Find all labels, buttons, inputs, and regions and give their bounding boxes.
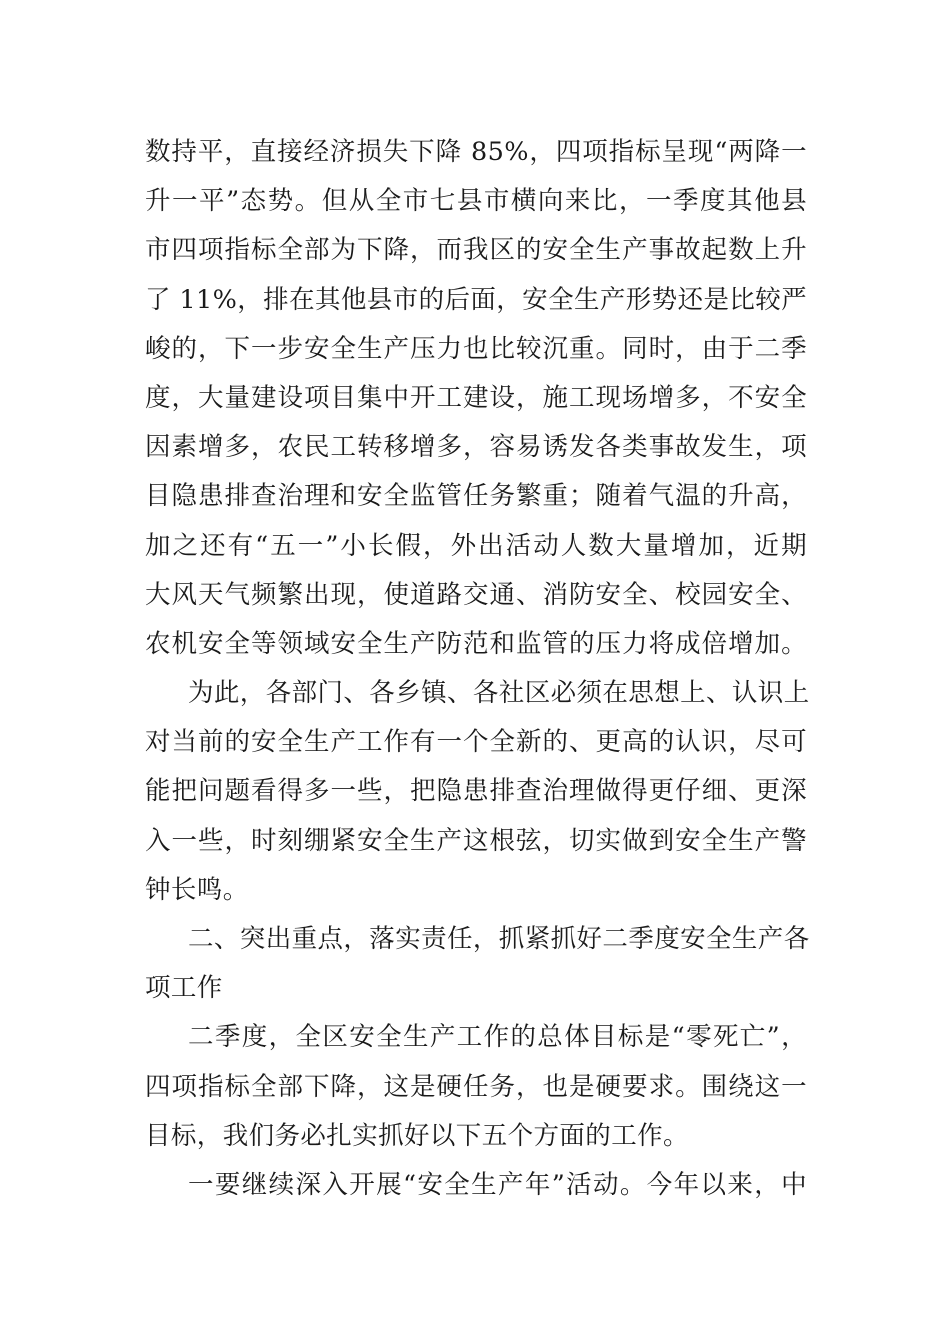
text-line-4: 了 11%，排在其他县市的后面，安全生产形势还是比较严 xyxy=(145,284,808,315)
text-line-16: 钟长鸣。 xyxy=(145,874,249,905)
section-heading-line-2: 项工作 xyxy=(145,973,223,1004)
body-text xyxy=(145,128,810,1210)
text-line-12: 为此，各部门、各乡镇、各社区必须在思想上、认识上 xyxy=(188,678,810,709)
text-line-13: 对当前的安全生产工作有一个全新的、更高的认识，尽可 xyxy=(145,727,807,758)
text-line-10: 大风天气频繁出现，使道路交通、消防安全、校园安全、 xyxy=(145,579,807,610)
text-line-19: 二季度，全区安全生产工作的总体目标是“零死亡”， xyxy=(188,1022,807,1053)
text-line-20: 四项指标全部下降，这是硬任务，也是硬要求。围绕这一 xyxy=(145,1071,807,1102)
text-line-21: 目标，我们务必扎实抓好以下五个方面的工作。 xyxy=(145,1120,689,1151)
text-line-6: 度，大量建设项目集中开工建设，施工现场增多，不安全 xyxy=(145,382,807,413)
text-line-11: 农机安全等领域安全生产防范和监管的压力将成倍增加。 xyxy=(145,628,807,659)
text-line-1: 数持平，直接经济损失下降 85%，四项指标呈现“两降一 xyxy=(145,137,807,167)
text-line-22: 一要继续深入开展“安全生产年”活动。今年以来，中 xyxy=(188,1169,807,1200)
text-line-3: 市四项指标全部为下降，而我区的安全生产事故起数上升 xyxy=(145,235,807,266)
text-line-9: 加之还有“五一”小长假，外出活动人数大量增加，近期 xyxy=(145,530,807,561)
text-line-15: 入一些，时刻绷紧安全生产这根弦，切实做到安全生产警 xyxy=(145,825,807,856)
text-line-2: 升一平”态势。但从全市七县市横向来比，一季度其他县 xyxy=(145,186,807,217)
text-line-8: 目隐患排查治理和安全监管任务繁重；随着气温的升高， xyxy=(145,481,807,512)
text-line-7: 因素增多，农民工转移增多，容易诱发各类事故发生，项 xyxy=(145,432,807,463)
section-heading-line-1: 二、突出重点，落实责任，抓紧抓好二季度安全生产各 xyxy=(188,924,810,954)
text-line-14: 能把问题看得多一些，把隐患排查治理做得更仔细、更深 xyxy=(145,776,807,807)
text-line-5: 峻的，下一步安全生产压力也比较沉重。同时，由于二季 xyxy=(145,333,807,364)
